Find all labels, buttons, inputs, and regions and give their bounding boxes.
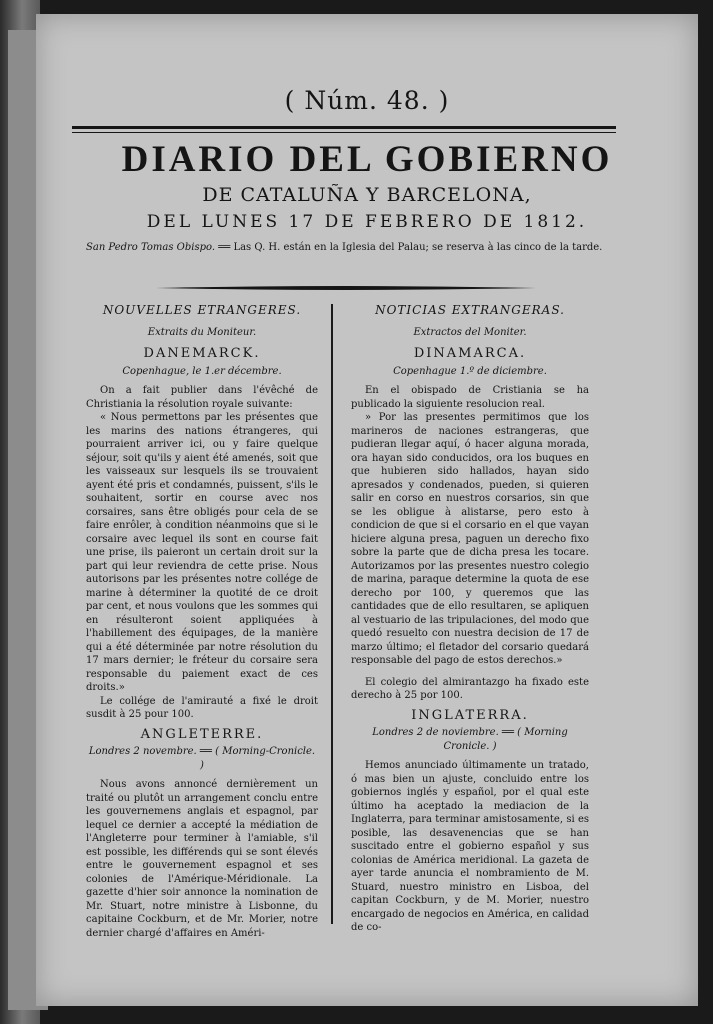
section-title: NOTICIAS EXTRANGERAS.: [375, 303, 565, 317]
section-source: Extractos del Moniter.: [413, 326, 527, 338]
country-heading: ANGLETERRE.: [140, 726, 264, 742]
paragraph: » Por las presentes permitimos que los marineros de naciones estrangeras, que pudieran llegar aquí, ó hacer alguna morada, ora hayan sido conducidos, ora los buques en que hubieren sido hallados, hayan sido apresados y condenados, pueden, si quieren salir en corso en nuestros corsarios, sin que se les obligue à alistarse, pero esto à condicion de que si el corsario en el que vayan hiciere alguna presa, paguen un derecho fixo sobre la parte que de dicha presa les tocare. Autorizamos por las presentes nuestro colegio de marina, paraque determine la quota de ese derecho por 100, y queremos que las cantidades que de ello resultaren, se apliquen al vestuario de las tripulaciones, del modo que quedó resuelto con nuestra decision de 17 de marzo último; el fletador del corsario quedará responsable del pago de estos derechos.»: [351, 412, 589, 666]
place-date: Copenhague, le 1.er décembre.: [122, 365, 282, 377]
place-date: Copenhague 1.º de diciembre.: [393, 365, 547, 377]
paragraph: « Nous permettons par les présentes que les marins des nations étrangeres, qui pourraient arriver ici, ou y faire quelque séjour, soit qu'ils y aient été amenés, soit que les vaisseaux sur lesquels ils se trouvaient ayent été pris et condamnés, puissent, s'ils le souhaitent, sortir en course avec nos corsaires, sans être obligés pour cela de se faire enrôler, à condition néanmoins que si le corsaire avec lequel ils sont en course fait une prise, ils paieront un certain droit sur la part qui leur reviendra de cette prise. Nous autorisons par les présentes notre collége de marine à déterminer la quotité de ce droit par cent, et nous voulons que les sommes qui en résulteront soient appliquées à l'habillement des équipages, de la manière qui a été déterminée par notre résolution du 17 mars dernier; le fréteur du corsaire sera responsable du paiement exact de ces droits.»: [86, 412, 318, 693]
column-spanish: [351, 304, 589, 935]
dateline: DEL LUNES 17 DE FEBRERO DE 1812.: [146, 212, 588, 232]
section-title: NOUVELLES ETRANGERES.: [102, 303, 302, 317]
issue-number: ( Núm. 48. ): [284, 86, 450, 115]
country-heading: INGLATERRA.: [411, 707, 529, 723]
column-divider: [331, 304, 333, 924]
country-heading: DINAMARCA.: [413, 346, 527, 361]
ornamental-rule: [156, 284, 536, 292]
masthead-subtitle: DE CATALUÑA Y BARCELONA,: [202, 184, 532, 206]
section-source: Extraits du Moniteur.: [147, 326, 257, 338]
country-heading: DANEMARCK.: [143, 346, 261, 361]
top-rule-thin: [72, 132, 616, 133]
paragraph: El colegio del almirantazgo ha fixado este derecho à 25 por 100.: [351, 676, 589, 701]
paragraph: En el obispado de Cristiania se ha publicado la siguiente resolucion real.: [351, 385, 589, 410]
place-date: Londres 2 novembre. ══ ( Morning-Cronicle. ): [88, 746, 316, 771]
place-date: Londres 2 de noviembre. ══ ( Morning Cronicle. ): [372, 727, 568, 752]
paragraph: Hemos anunciado últimamente un tratado, ó mas bien un ajuste, concluido entre los gobiernos inglés y español, por el qual este último ha aceptado la mediacion de la Inglaterra, para terminar amistosamente, si es posible, las desavenencias que se han suscitado entre el gobierno español y sus colonias de América meridional. La gazeta de ayer tarde anuncia el nombramiento de M. Stuard, nuestro ministro en Lisboa, del capitan Cockburn, y de M. Morier, nuestro encargado de negocios en América, en calidad de co-: [351, 760, 589, 933]
top-rule: [72, 126, 616, 129]
paragraph: On a fait publier dans l'évêché de Christiania la résolution royale suivante:: [86, 385, 318, 410]
saint-notice: [86, 240, 626, 255]
masthead-title: DIARIO DEL GOBIERNO: [121, 139, 613, 180]
paragraph: Nous avons annoncé dernièrement un traité ou plutôt un arrangement conclu entre les gouvernemens anglais et espagnol, par lequel ce dernier a accepté la médiation de l'Angleterre pour terminer à l'amiable, s'il est possible, les différends qui se sont élevés entre le gouvernement espagnol et ses colonies de l'Amérique-Méridionale. La gazette d'hier soir annonce la nomination de Mr. Stuart, notre ministre à Lisbonne, du capitaine Cockburn, et de Mr. Morier, notre dernier chargé d'affaires en Améri-: [86, 779, 318, 939]
column-french: [86, 304, 318, 940]
newspaper-page: [36, 14, 698, 1006]
saint-name: San Pedro Tomas Obispo.: [86, 242, 216, 253]
saint-notice-text: ══ Las Q. H. están en la Iglesia del Palau; se reserva à las cinco de la tarde.: [218, 242, 603, 253]
paragraph: Le collége de l'amirauté a fixé le droit susdit à 25 pour 100.: [86, 695, 318, 720]
